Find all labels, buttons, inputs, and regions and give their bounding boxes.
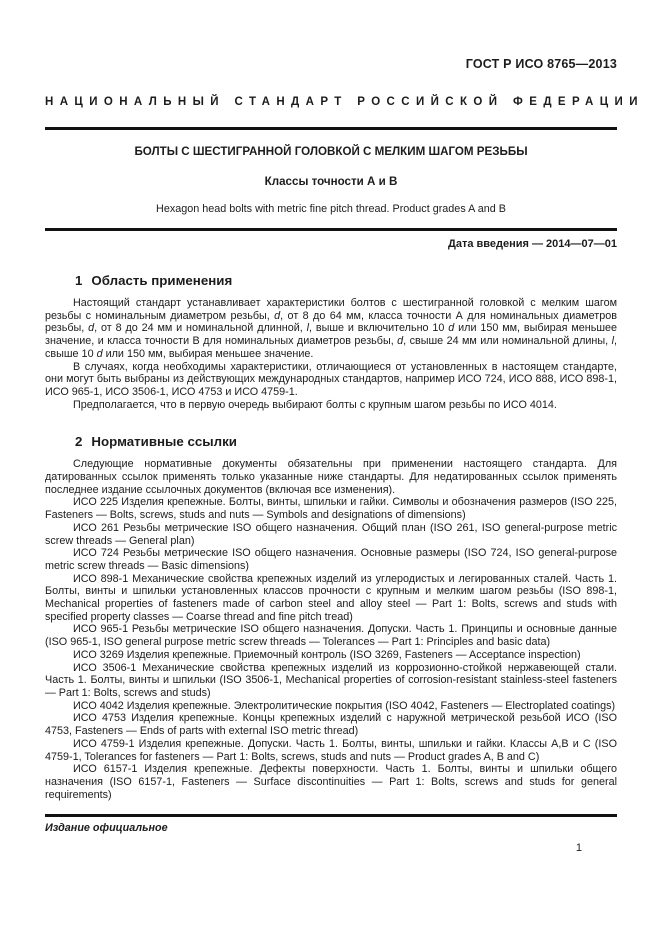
reference-item: ИСО 3269 Изделия крепежные. Приемочный контроль (ISO 3269, Fasteners — Acceptance inspection): [73, 648, 581, 661]
reference-item: ИСО 4042 Изделия крепежные. Электролитические покрытия (ISO 4042, Fasteners — Electroplated coatings): [73, 699, 616, 712]
document-subtitle-ru: Классы точности А и В: [264, 175, 398, 188]
effective-date: Дата введения — 2014—07—01: [448, 238, 617, 250]
horizontal-rule-top: [45, 127, 617, 130]
section-2-number: 2: [75, 434, 83, 450]
reference-item: ИСО 965-1 Резьбы метрические ISO общего назначения. Допуски. Часть 1. Принципы и основные данные (ISO 965-1, ISO general purpose metric screw threads — Tolerances — Part 1: Principles and basic data): [45, 623, 617, 649]
document-number: ГОСТ Р ИСО 8765—2013: [465, 57, 617, 71]
reference-item: ИСО 3506-1 Механические свойства крепежных изделий из коррозионно-стойкой нержавеющей стали. Часть 1. Болты, винты и шпильки (ISO 3506-1, Mechanical properties of corrosion-resistant stainless-steel fasteners — Part 1: Bolts, screws and studs): [45, 661, 617, 699]
section-1-number: 1: [75, 273, 83, 288]
reference-item: ИСО 724 Резьбы метрические ISO общего назначения. Основные размеры (ISO 724, ISO general-purpose metric screw threads — Basic dimensions): [45, 547, 617, 572]
section-1-paragraph: В случаях, когда необходимы характеристики, отличающиеся от установленных в настоящем стандарте, они могут быть выбраны из действующих международных стандартов, например ИСО 724, ИСО 888, ИСО 898-1, ИСО 965-1, ИСО 3506-1, ИСО 4753 и ИСО 4759-1.: [45, 360, 617, 398]
page-content: [45, 0, 644, 801]
reference-item: ИСО 898-1 Механические свойства крепежных изделий из углеродистых и легированных сталей. Часть 1. Болты, винты и шпильки установленных классов прочности с крупным и мелким шагом резьбы (ISO 898-1, Mechanical properties of fasteners made of carbon steel and alloy steel — Part 1: Bolts, screws and studs with specified property classes — Coarse thread and fine pitch tread): [45, 572, 617, 623]
document-title-en: Hexagon head bolts with metric fine pitch thread. Product grades A and B: [156, 203, 506, 215]
section-2-title: Нормативные ссылки: [91, 434, 237, 450]
section-2-intro-paragraph: Следующие нормативные документы обязательны при применении настоящего стандарта. Для датированных ссылок применять только указанные ниже стандарты. Для недатированных ссылок применять последнее издание ссылочных документов (включая все изменения).: [45, 458, 617, 496]
reference-item: ИСО 225 Изделия крепежные. Болты, винты, шпильки и гайки. Символы и обозначения размеров (ISO 225, Fasteners — Bolts, screws, studs and nuts — Symbols and designations of dimensions): [45, 496, 617, 522]
section-2-heading: [75, 434, 617, 449]
page-number: 1: [575, 842, 582, 854]
standard-type-banner: НАЦИОНАЛЬНЫЙ СТАНДАРТ РОССИЙСКОЙ ФЕДЕРАЦИИ: [45, 96, 644, 108]
reference-item: ИСО 6157-1 Изделия крепежные. Дефекты поверхности. Часть 1. Болты, винты и шпильки общего назначения (ISO 6157-1, Fasteners — Surface discontinuities — Part 1: Bolts, screws and studs for general requirements): [45, 763, 617, 801]
section-1-heading: [75, 273, 617, 288]
reference-item: ИСО 261 Резьбы метрические ISO общего назначения. Общий план (ISO 261, ISO general-purpose metric screw threads — General plan): [45, 521, 617, 547]
horizontal-rule-title: [45, 228, 617, 231]
reference-item: ИСО 4753 Изделия крепежные. Концы крепежных изделий с наружной метрической резьбой ИСО (ISO 4753, Fasteners — Ends of parts with external ISO metric thread): [45, 712, 617, 738]
section-1-title: Область применения: [91, 273, 233, 288]
section-1-paragraph: Настоящий стандарт устанавливает характеристики болтов с шестигранной головкой с мелким шагом резьбы с номинальным диаметром резьбы, d, от 8 до 64 мм, класса точности А для номинальных диаметров резьбы, d, от 8 до 24 мм и номинальной длинной, l, выше и включительно 10 d или 150 мм, выбирая меньшее значение, и класса точности В для номинальных диаметров резьбы, d, свыше 24 мм или номинальной длины, l, свыше 10 d или 150 мм, выбирая меньшее значение.: [45, 297, 618, 360]
footer-rule: [45, 814, 617, 817]
reference-item: ИСО 4759-1 Изделия крепежные. Допуски. Часть 1. Болты, винты, шпильки и гайки. Классы А,В и С (ISO 4759-1, Tolerances for fasteners — Part 1: Bolts, screws, studs and nuts — Product grades A, B and C): [45, 737, 617, 763]
official-edition-label: Издание официальное: [45, 822, 168, 834]
section-1-paragraph: Предполагается, что в первую очередь выбирают болты с крупным шагом резьбы по ИСО 4014.: [73, 398, 557, 411]
document-title-ru: БОЛТЫ С ШЕСТИГРАННОЙ ГОЛОВКОЙ С МЕЛКИМ ШАГОМ РЕЗЬБЫ: [134, 145, 528, 158]
